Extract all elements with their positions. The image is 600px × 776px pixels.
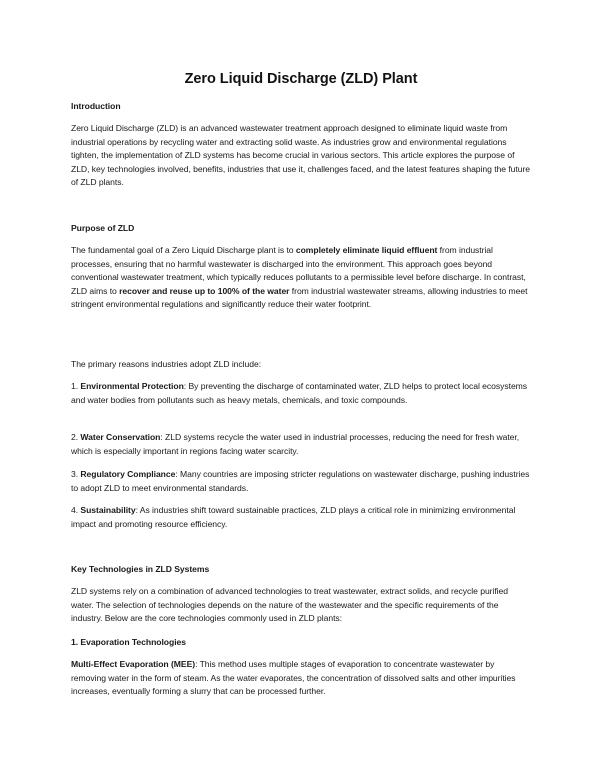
- reason-item: [71, 504, 531, 531]
- purpose-text-3: from industrial wastewater streams, allowing industries to meet stringent environmental regulations and significantly reduce their water footprint.: [71, 285, 528, 310]
- reason-number: 1.: [71, 381, 81, 391]
- purpose-emphasis-1: completely eliminate liquid effluent: [295, 245, 438, 255]
- reason-label: Regulatory Compliance: [80, 469, 176, 479]
- evaporation-subheading: 1. Evaporation Technologies: [71, 637, 187, 647]
- purpose-paragraph: [71, 244, 531, 312]
- purpose-emphasis-2: recover and reuse up to 100% of the water: [119, 285, 290, 296]
- reason-number: 4.: [71, 505, 81, 515]
- page-title: Zero Liquid Discharge (ZLD) Plant: [184, 71, 418, 87]
- intro-heading: Introduction: [71, 101, 121, 111]
- reason-label: Environmental Protection: [80, 381, 184, 391]
- technologies-heading: Key Technologies in ZLD Systems: [71, 564, 210, 574]
- reason-number: 3.: [71, 469, 81, 479]
- technologies-intro: ZLD systems rely on a combination of advanced technologies to treat wastewater, extract solids, and recycle purified water. The selection of technologies depends on the nature of the wastewater and the specific requirements of the industry. Below are the core technologies commonly used in ZLD plants:: [71, 586, 509, 624]
- reason-number: 2.: [71, 432, 81, 442]
- purpose-text-1: The fundamental goal of a Zero Liquid Discharge plant is to: [71, 245, 296, 255]
- purpose-text-2: from industrial processes, ensuring that no harmful wastewater is discharged into the environment. This approach goes beyond conventional wastewater treatment, which typically reduces pollutants to a permissible level before discharge. In contrast, ZLD aims to: [71, 245, 526, 296]
- reason-label: Sustainability: [80, 505, 136, 515]
- reason-text: : As industries shift toward sustainable practices, ZLD plays a critical role in minimizing environmental impact and promoting resource efficiency.: [71, 505, 516, 529]
- intro-paragraph: Zero Liquid Discharge (ZLD) is an advanced wastewater treatment approach designed to eliminate liquid waste from industrial operations by recycling water and extracting solid waste. As industries grow and environmental regulations tighten, the implementation of ZLD systems has become crucial in various sectors. This article explores the purpose of ZLD, key technologies involved, benefits, industries that use it, challenges faced, and the latest features shaping the future of ZLD plants.: [71, 123, 531, 188]
- reason-item: [71, 431, 531, 458]
- reason-item: [71, 468, 531, 495]
- purpose-heading: Purpose of ZLD: [71, 223, 135, 233]
- mee-text: : This method uses multiple stages of evaporation to concentrate wastewater by removing water in the form of steam. As the water evaporates, the concentration of dissolved salts and other impurities increases, eventually forming a slurry that can be processed further.: [71, 659, 516, 697]
- reason-text: : ZLD systems recycle the water used in industrial processes, reducing the need for fresh water, which is especially important in regions facing water scarcity.: [71, 432, 520, 456]
- reasons-intro: The primary reasons industries adopt ZLD include:: [71, 359, 262, 369]
- mee-paragraph: [71, 658, 531, 699]
- mee-label: Multi-Effect Evaporation (MEE): [71, 659, 196, 669]
- reason-item: [71, 380, 531, 407]
- reason-text: : Many countries are imposing stricter regulations on wastewater discharge, pushing industries to adopt ZLD to meet environmental standards.: [71, 469, 530, 493]
- reason-label: Water Conservation: [80, 432, 161, 442]
- reason-text: : By preventing the discharge of contaminated water, ZLD helps to protect local ecosystems and water bodies from pollutants such as heavy metals, chemicals, and toxic compounds.: [71, 381, 528, 405]
